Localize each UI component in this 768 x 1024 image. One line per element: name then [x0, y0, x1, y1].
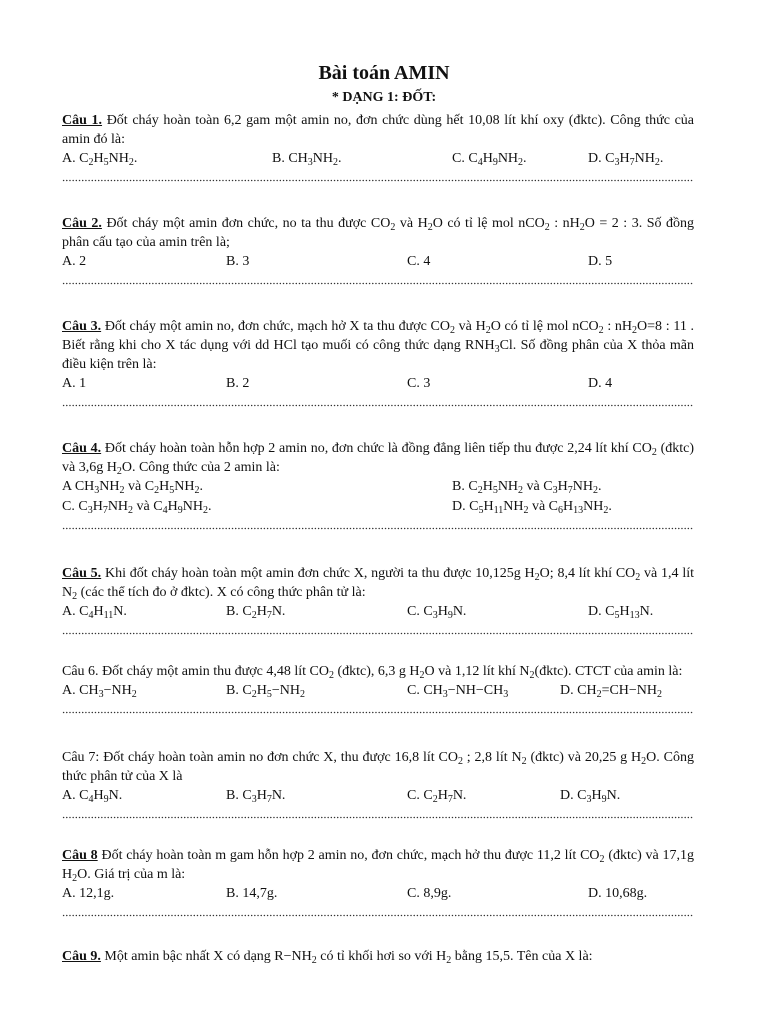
- answer-options: [62, 884, 694, 904]
- option-d: D. $C_3H_9N$.: [560, 788, 621, 805]
- option-d: D. 5: [588, 254, 613, 269]
- question-4: [62, 439, 694, 533]
- question-2: [62, 214, 694, 288]
- answer-line: [62, 171, 694, 185]
- answer-line: [62, 396, 694, 410]
- document-title: Bài toán AMIN: [318, 62, 450, 84]
- answer-options: [62, 786, 694, 806]
- answer-options: [62, 374, 694, 394]
- answer-line: [62, 906, 694, 920]
- option-c: C. 4: [407, 254, 431, 269]
- answer-options-row-2: [62, 497, 694, 517]
- option-c: C. $C_2H_7N$.: [407, 788, 467, 805]
- option-a: A. 1: [62, 376, 87, 391]
- option-c: C. $C_3H_7NH_2$ và $C_4H_9NH_2$.: [62, 499, 212, 516]
- question-9: [62, 947, 694, 966]
- question-label: Câu 2.: [62, 216, 102, 231]
- answer-line: [62, 519, 694, 533]
- option-a: A. $C_4H_9N$.: [62, 788, 123, 805]
- question-text: Đốt cháy một amin đơn chức, no ta thu được $CO_2$ và $H_2O$ có tỉ lệ mol nCO$_2$ : $nH_2O = 2$ : 3. Số đồng phân cấu tạo của amin trên là;: [62, 216, 695, 250]
- option-b: B. 3: [226, 254, 250, 269]
- option-c: C. $C_4H_9NH_2$.: [452, 151, 527, 168]
- option-d: D. 10,68g.: [588, 886, 648, 901]
- option-b: B. 2: [226, 376, 250, 391]
- option-a: A. $CH_3-NH_2$: [62, 683, 137, 700]
- question-label: Câu 7:: [62, 750, 100, 765]
- answer-options: [62, 252, 694, 272]
- question-7: [62, 748, 694, 822]
- option-a: A $CH_3NH_2$ và $C_2H_5NH_2$.: [62, 479, 203, 496]
- question-text: Một amin bậc nhất X có dạng $R-NH_2$ có tỉ khối hơi so với $H_2$ bằng 15,5. Tên của X là:: [104, 949, 593, 966]
- option-a: A. 2: [62, 254, 87, 269]
- question-text: Đốt cháy hoàn toàn hỗn hợp 2 amin no, đơn chức là đồng đẳng liên tiếp thu được 2,24 lít khí $CO_2$ (đktc) và 3,6g $H_2O$. Công thức của 2 amin là:: [62, 441, 695, 477]
- question-3: [62, 317, 694, 410]
- question-6: [62, 662, 694, 717]
- question-5: [62, 564, 694, 638]
- question-label: Câu 6.: [62, 664, 99, 679]
- question-8: [62, 846, 694, 920]
- option-c: C. 8,9g.: [407, 886, 452, 901]
- question-text: Đốt cháy hoàn toàn 6,2 gam một amin no, đơn chức dùng hết 10,08 lít khí oxy (đktc). Công thức của amin đó là:: [62, 113, 695, 147]
- option-d: D. $C_5H_{13}N$.: [588, 604, 654, 621]
- question-label: Câu 8: [62, 848, 98, 863]
- option-c: C. $CH_3-NH-CH_3$: [407, 683, 509, 700]
- answer-options: [62, 681, 694, 701]
- question-label: Câu 9.: [62, 949, 101, 964]
- option-a: A. $C_4H_{11}N$.: [62, 604, 127, 621]
- option-c: C. $C_3H_9N$.: [407, 604, 467, 621]
- answer-options: [62, 602, 694, 622]
- answer-options-row-1: [62, 477, 694, 497]
- answer-options: [62, 149, 694, 169]
- answer-line: [62, 703, 694, 717]
- option-d: D. $C_5H_{11}NH_2$ và $C_6H_{13}NH_2$.: [452, 499, 612, 516]
- answer-line: [62, 808, 694, 822]
- question-text: Khi đốt cháy hoàn toàn một amin đơn chức X, người ta thu được 10,125g $H_2O$; 8,4 lít khí $CO_2$ và 1,4 lít $N_2$ (các thể tích đo ở đktc). X có công thức phân tử là:: [62, 566, 694, 602]
- question-label: Câu 4.: [62, 441, 102, 456]
- answer-line: [62, 624, 694, 638]
- option-d: D. $CH_2=CH-NH_2$: [560, 683, 663, 700]
- option-b: B. $C_2H_7N$.: [226, 604, 286, 621]
- question-text: Đốt cháy hoàn toàn amin no đơn chức X, thu được 16,8 lít $CO_2$ ; 2,8 lít $N_2$ (đktc) và 20,25 g $H_2O$. Công thức phân tử của X là: [62, 750, 694, 784]
- question-label: Câu 3.: [62, 319, 102, 334]
- question-label: Câu 1.: [62, 113, 103, 128]
- question-text: Đốt cháy một amin thu được 4,48 lít $CO_2$ (đktc), 6,3 g $H_2O$ và 1,12 lít khí $N_2(đktc)$. CTCT của amin là:: [102, 664, 683, 681]
- option-d: D. $C_3H_7NH_2$.: [588, 151, 664, 168]
- question-text: Đốt cháy một amin no, đơn chức, mạch hở X ta thu được $CO_2$ và $H_2O$ có tỉ lệ mol nCO$_2$ : $nH_2O=8$ : 11 . Biết rằng khi cho X tác dụng với dd HCl tạo muối có công thức dạng $RNH_3Cl$. Số đồng phân của X thỏa mãn điều kiện trên là:: [62, 319, 695, 372]
- option-b: B. $C_2H_5NH_2$ và $C_3H_7NH_2$.: [452, 479, 602, 496]
- option-c: C. 3: [407, 376, 431, 391]
- option-d: D. 4: [588, 376, 613, 391]
- option-a: A. $C_2H_5NH_2$.: [62, 151, 138, 168]
- option-a: A. 12,1g.: [62, 886, 115, 901]
- answer-line: [62, 274, 694, 288]
- option-b: B. 14,7g.: [226, 886, 278, 901]
- option-b: B. $C_3H_7N$.: [226, 788, 286, 805]
- question-text: Đốt cháy hoàn toàn m gam hỗn hợp 2 amin no, đơn chức, mạch hở thu được 11,2 lít $CO_2$ (đktc) và 17,1g $H_2O$. Giá trị của m là:: [62, 848, 694, 884]
- section-heading: * DẠNG 1: ĐỐT:: [331, 90, 437, 105]
- question-label: Câu 5.: [62, 566, 102, 581]
- option-b: B. $C_2H_5-NH_2$: [226, 683, 305, 700]
- question-1: [62, 111, 694, 185]
- option-b: B. $CH_3NH_2$.: [272, 151, 342, 168]
